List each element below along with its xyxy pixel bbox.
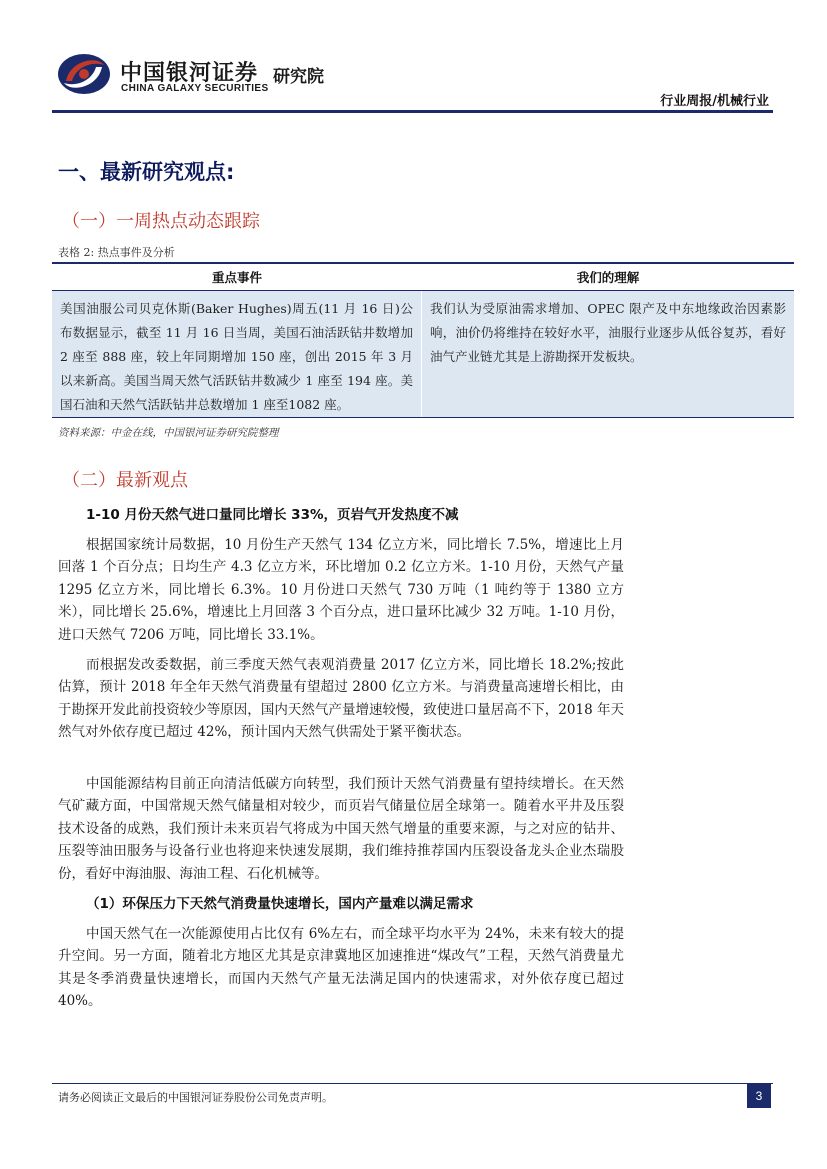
table-cell-event: 美国油服公司贝克休斯(Baker Hughes)周五(11 月 16 日)公布数据显示，截至 11 月 16 日当周，美国石油活跃钻井数增加 2 座至 888 座，较上年同期增加 150 座，创出 2015 年 3 月以来新高。美国当周天然气活跃钻井数减少 1 座至 194 座。美国石油和天然气活跃钻井总数增加 1 座至1082 座。 bbox=[52, 291, 422, 417]
paragraph-1: 根据国家统计局数据，10 月份生产天然气 134 亿立方米，同比增长 7.5%，增速比上月回落 1 个百分点；日均生产 4.3 亿立方米，环比增加 0.2 亿立方米。1-10 月份，天然气产量 1295 亿立方米，同比增长 6.3%。10 月份进口天然气 730 万吨（1 吨约等于 1380 立方米），同比增长 25.6%，增速比上月回落 3 个百分点，进口量环比减少 32 万吨。1-10 月份，进口天然气 7206 万吨，同比增长 33.1%。 bbox=[58, 537, 624, 643]
galaxy-logo-icon bbox=[56, 51, 112, 97]
paragraph-4: 中国天然气在一次能源使用占比仅有 6%左右，而全球平均水平为 24%，未来有较大的提升空间。另一方面，随着北方地区尤其是京津冀地区加速推进“煤改气”工程，天然气消费量尤其是冬季消费量快速增长，而国内天然气产量无法满足国内的快速需求，对外依存度已超过 40%。 bbox=[58, 926, 624, 1010]
subheading-consumption: （1）环保压力下天然气消费量快速增长，国内产量难以满足需求 bbox=[86, 896, 474, 912]
table-header-event: 重点事件 bbox=[211, 270, 262, 285]
report-type: 行业周报/机械行业 bbox=[660, 94, 769, 109]
paragraph-2: 而根据发改委数据，前三季度天然气表观消费量 2017 亿立方米，同比增长 18.2%;按此估算，预计 2018 年全年天然气消费量有望超过 2800 亿立方米。与消费量高速增长相比，由于勘探开发此前投资较少等原因，国内天然气产量增速较慢，致使进口量居高不下，2018 年天然气对外依存度已超过 42%，预计国内天然气供需处于紧平衡状态。 bbox=[58, 657, 624, 741]
table-cell-analysis: 我们认为受原油需求增加、OPEC 限产及中东地缘政治因素影响，油价仍将维持在较好水平，油服行业逐步从低谷复苏，看好油气产业链尤其是上游勘探开发板块。 bbox=[430, 301, 786, 364]
table-header-analysis: 我们的理解 bbox=[576, 270, 640, 285]
table-source: 资料来源：中金在线，中国银河证券研究院整理 bbox=[58, 427, 279, 439]
table-row bbox=[52, 291, 794, 417]
company-name-en: CHINA GALAXY SECURITIES bbox=[121, 83, 269, 94]
subsection-title-2: （二）最新观点 bbox=[62, 470, 188, 491]
footer-divider bbox=[52, 1083, 773, 1084]
institute-name: 研究院 bbox=[273, 67, 324, 87]
subsection-title-1: （一）一周热点动态跟踪 bbox=[62, 211, 260, 232]
subheading-gas-imports: 1-10 月份天然气进口量同比增长 33%，页岩气开发热度不减 bbox=[86, 507, 459, 523]
section-title: 一、最新研究观点: bbox=[58, 160, 235, 184]
paragraph-3: 中国能源结构目前正向清洁低碳方向转型，我们预计天然气消费量有望持续增长。在天然气矿藏方面，中国常规天然气储量相对较少，而页岩气储量位居全球第一。随着水平井及压裂技术设备的成熟，我们预计未来页岩气将成为中国天然气增量的重要来源，与之对应的钻井、压裂等油田服务与设备行业也将迎来快速发展期，我们维持推荐国内压裂设备龙头企业杰瑞股份，看好中海油服、海油工程、石化机械等。 bbox=[58, 776, 624, 882]
page-number: 3 bbox=[747, 1084, 771, 1108]
table-header-row bbox=[52, 264, 794, 291]
company-name-cn: 中国银河证券 bbox=[120, 61, 259, 86]
hot-events-table bbox=[52, 262, 794, 418]
table-caption: 表格 2: 热点事件及分析 bbox=[58, 246, 175, 259]
footer-disclaimer: 请务必阅读正文最后的中国银河证券股份公司免责声明。 bbox=[58, 1091, 333, 1104]
header-divider bbox=[52, 110, 773, 113]
